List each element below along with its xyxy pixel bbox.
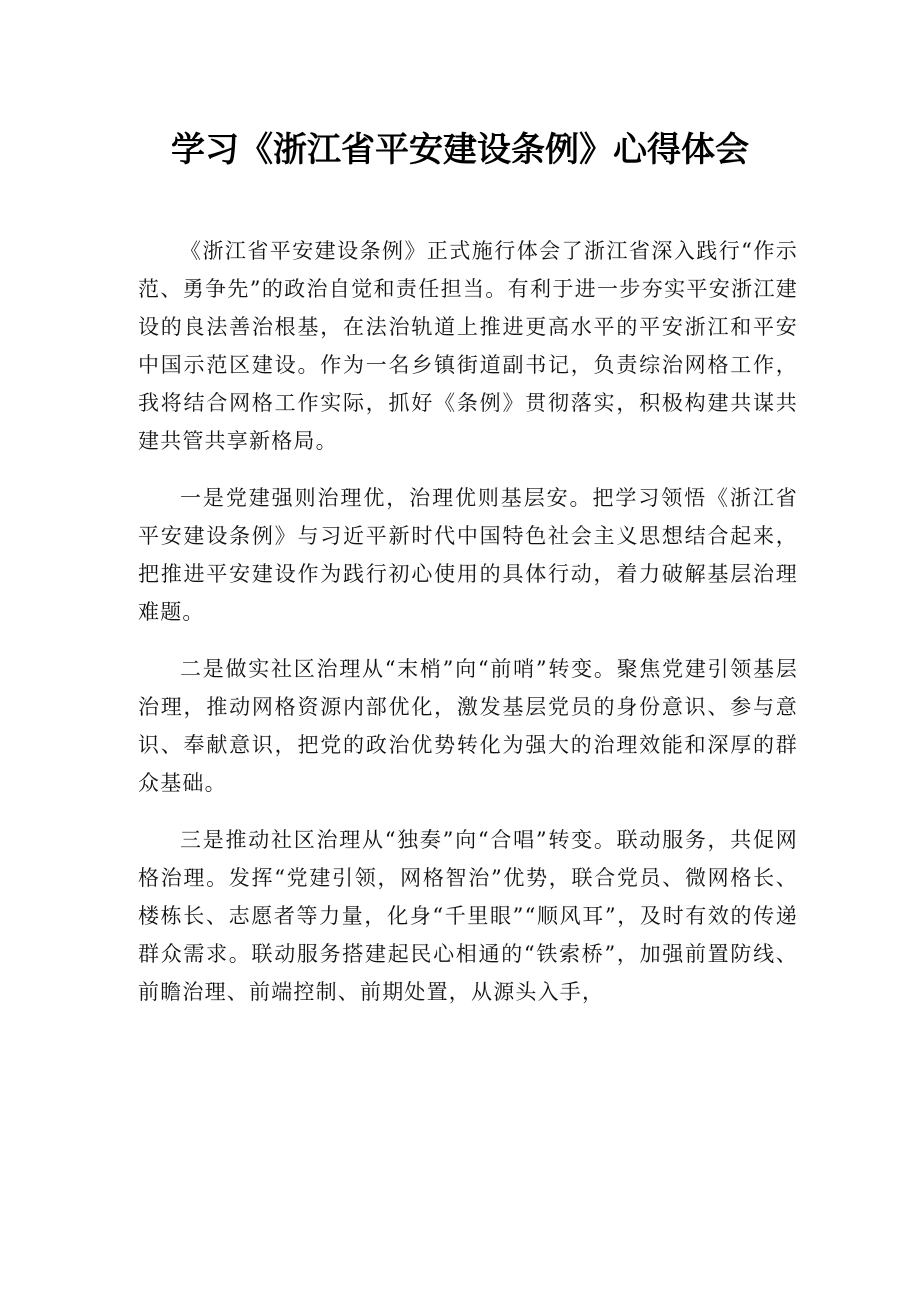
document-body xyxy=(138,232,798,1030)
paragraph-intro: 《浙江省平安建设条例》正式施行体会了浙江省深入践行“作示范、勇争先”的政治自觉和责任担当。有利于进一步夯实平安浙江建设的良法善治根基，在法治轨道上推进更高水平的平安浙江和平安中国示范区建设。作为一名乡镇街道副书记，负责综治网格工作，我将结合网格工作实际，抓好《条例》贯彻落实，积极构建共谋共建共管共享新格局。 xyxy=(138,239,798,453)
paragraph-point-one: 一是党建强则治理优，治理优则基层安。把学习领悟《浙江省平安建设条例》与习近平新时代中国特色社会主义思想结合起来，把推进平安建设作为践行初心使用的具体行动，着力破解基层治理难题。 xyxy=(138,486,798,624)
paragraph-point-two: 二是做实社区治理从“末梢”向“前哨”转变。聚焦党建引领基层治理，推动网格资源内部优化，激发基层党员的身份意识、参与意识、奉献意识，把党的政治优势转化为强大的治理效能和深厚的群众基础。 xyxy=(138,657,798,795)
paragraph-point-three: 三是推动社区治理从“独奏”向“合唱”转变。联动服务，共促网格治理。发挥“党建引领，网格智治”优势，联合党员、微网格长、楼栋长、志愿者等力量，化身“千里眼”“顺风耳”，及时有效的传递群众需求。联动服务搭建起民心相通的“铁索桥”，加强前置防线、前瞻治理、前端控制、前期处置，从源头入手， xyxy=(138,828,798,1004)
document-title: 学习《浙江省平安建设条例》心得体会 xyxy=(171,130,749,170)
